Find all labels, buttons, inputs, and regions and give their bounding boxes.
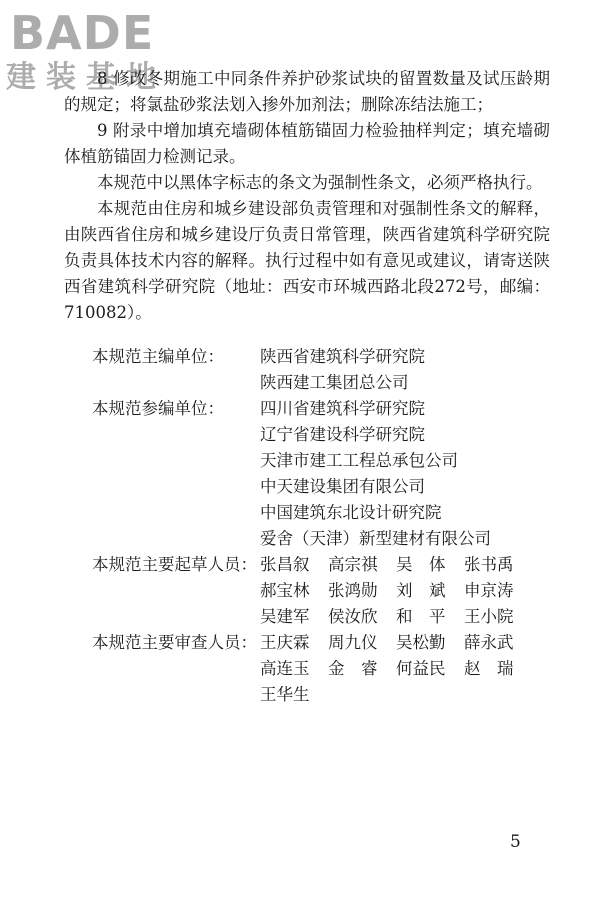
chief-unit: 陕西建工集团总公司 bbox=[260, 373, 409, 392]
drafter-name: 刘 斌 bbox=[396, 581, 446, 600]
drafter-name: 张鸿勋 bbox=[328, 581, 378, 600]
reviewer-name: 周九仪 bbox=[328, 633, 378, 652]
reviewer-name: 金 睿 bbox=[328, 659, 378, 678]
drafter-name: 申京涛 bbox=[464, 581, 514, 600]
participating-units-label: 本规范参编单位： bbox=[92, 399, 224, 418]
drafters-block bbox=[92, 552, 532, 630]
reviewers-label: 本规范主要审查人员： bbox=[92, 633, 257, 652]
reviewer-name: 王华生 bbox=[260, 685, 310, 704]
main-text bbox=[64, 66, 550, 326]
participating-unit: 辽宁省建设科学研究院 bbox=[260, 425, 425, 444]
drafters-label: 本规范主要起草人员： bbox=[92, 555, 257, 574]
revision-item-8: 8 修改冬期施工中同条件养护砂浆试块的留置数量及试压龄期的规定；将氯盐砂浆法划入掺外加剂法；删除冻结法施工； bbox=[64, 69, 550, 114]
reviewers-block bbox=[92, 630, 532, 708]
drafter-name: 吴 体 bbox=[396, 555, 446, 574]
management-note: 本规范由住房和城乡建设部负责管理和对强制性条文的解释，由陕西省住房和城乡建设厅负责日常管理，陕西省建筑科学研究院负责具体技术内容的解释。执行过程中如有意见或建议，请寄送陕西省建筑科学研究院（地址：西安市环城西路北段272号，邮编：710082）。 bbox=[64, 199, 550, 322]
participating-units-block bbox=[92, 396, 491, 552]
logo-brand: BADE bbox=[10, 6, 155, 60]
drafter-name: 侯汝欣 bbox=[328, 607, 378, 626]
participating-unit: 中国建筑东北设计研究院 bbox=[260, 503, 442, 522]
drafter-name: 王小院 bbox=[464, 607, 514, 626]
participating-unit: 爱舍（天津）新型建材有限公司 bbox=[260, 529, 491, 548]
revision-item-9: 9 附录中增加填充墙砌体植筋锚固力检验抽样判定；填充墙砌体植筋锚固力检测记录。 bbox=[64, 121, 550, 166]
drafter-name: 张书禹 bbox=[464, 555, 514, 574]
logo-subtitle: 建装基地 bbox=[6, 60, 166, 95]
participating-unit: 天津市建工工程总承包公司 bbox=[260, 451, 458, 470]
reviewer-name: 王庆霖 bbox=[260, 633, 310, 652]
reviewer-name: 吴松勤 bbox=[396, 633, 446, 652]
drafter-name: 郝宝林 bbox=[260, 581, 310, 600]
drafter-name: 高宗祺 bbox=[328, 555, 378, 574]
reviewer-name: 薛永武 bbox=[464, 633, 514, 652]
drafter-name: 和 平 bbox=[396, 607, 446, 626]
chief-units-block bbox=[92, 344, 425, 396]
page-number: 5 bbox=[510, 832, 521, 852]
drafter-name: 张昌叙 bbox=[260, 555, 310, 574]
reviewer-name: 赵 瑞 bbox=[464, 659, 514, 678]
chief-unit: 陕西省建筑科学研究院 bbox=[260, 347, 425, 366]
reviewer-name: 何益民 bbox=[396, 659, 446, 678]
participating-unit: 四川省建筑科学研究院 bbox=[260, 399, 425, 418]
drafter-name: 吴建军 bbox=[260, 607, 310, 626]
reviewer-name: 高连玉 bbox=[260, 659, 310, 678]
mandatory-provisions-note: 本规范中以黑体字标志的条文为强制性条文，必须严格执行。 bbox=[97, 173, 543, 192]
participating-unit: 中天建设集团有限公司 bbox=[260, 477, 425, 496]
chief-units-label: 本规范主编单位： bbox=[92, 347, 224, 366]
